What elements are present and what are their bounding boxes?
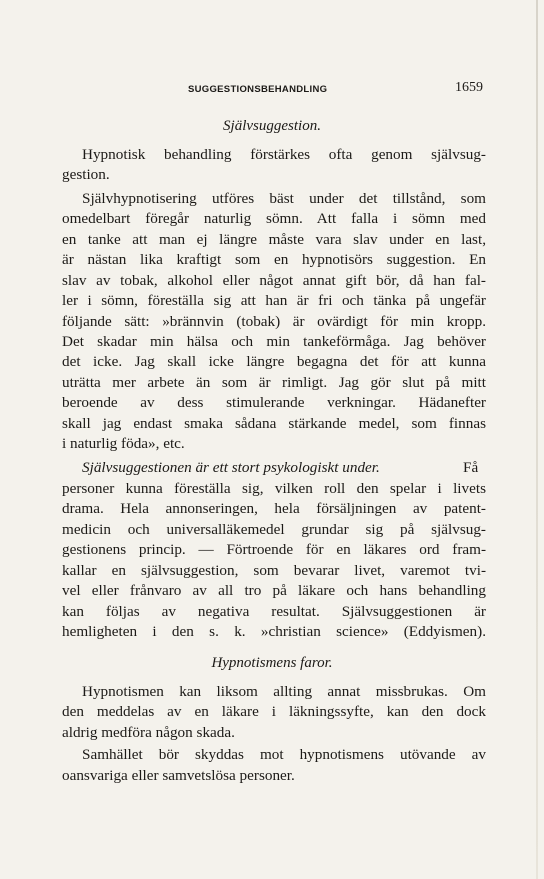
running-head: SUGGESTIONSBEHANDLING <box>188 84 328 95</box>
text-line: gestion. <box>62 166 110 183</box>
text-line: kallar en självsuggestion, som bevarar livet, varemot tvi- <box>62 562 486 579</box>
text-line: Det skadar min hälsa och min tankeförmåga. Jag behöver <box>62 333 486 350</box>
text-line: Hypnotismen kan liksom allting annat missbrukas. Om <box>82 683 486 700</box>
text-line: det icke. Jag skall icke längre begagna det för att kunna <box>62 353 486 370</box>
text-line: vel eller frånvaro av all tro på läkare och hans behandling <box>62 582 486 599</box>
page-number: 1659 <box>455 80 483 95</box>
text-line: hemligheten i den s. k. »christian science» (Eddyismen). <box>62 623 486 640</box>
text-line: Självhypnotisering utföres bäst under det tillstånd, som <box>82 190 486 207</box>
text-line: den meddelas av en läkare i läkningssyfte, kan den dock <box>62 703 486 720</box>
text-line: är nästan lika kraftigt som en hypnotisörs suggestion. En <box>62 251 486 268</box>
text-line: Få <box>463 459 479 476</box>
italic-statement: Självsuggestionen är ett stort psykologiskt under. <box>82 459 380 476</box>
text-line: personer kunna föreställa sig, vilken roll den spelar i livets <box>62 480 486 497</box>
text-line: Hypnotisk behandling förstärkes ofta genom självsug- <box>82 146 486 163</box>
text-line: drama. Hela annonseringen, hela försäljningen av patent- <box>62 500 486 517</box>
text-line: beroende av dess stimulerande verkningar. Hädanefter <box>62 394 486 411</box>
text-line: aldrig medföra någon skada. <box>62 724 235 741</box>
text-line: skall jag endast smaka sådana stärkande medel, som finnas <box>62 415 486 432</box>
text-line: följande sätt: »brännvin (tobak) är ovärdigt för min kropp. <box>62 313 486 330</box>
text-line: omedelbart föregår naturlig sömn. Att falla i sömn med <box>62 210 486 227</box>
text-line: slav av tobak, alkohol eller något annat gift bör, då han fal- <box>62 272 486 289</box>
text-line: kan följas av negativa resultat. Självsuggestionen är <box>62 603 486 620</box>
text-line: i naturlig föda», etc. <box>62 435 185 452</box>
text-line: en tanke att man ej längre måste vara slav under en last, <box>62 231 486 248</box>
text-line: ler i sömn, föreställa sig att han är fri och tänka på ungefär <box>62 292 486 309</box>
text-line: Samhället bör skyddas mot hypnotismens utövande av <box>82 746 486 763</box>
text-line: uträtta mer arbete än som är rimligt. Jag gör slut på mitt <box>62 374 486 391</box>
section-heading-hypnotismens-faror: Hypnotismens faror. <box>211 655 333 671</box>
text-line: oansvariga eller samvetslösa personer. <box>62 767 295 784</box>
section-heading-sjalvsuggestion: Självsuggestion. <box>223 118 321 134</box>
text-line: gestionens princip. — Förtroende för en läkares ord fram- <box>62 541 486 558</box>
text-line: medicin och universalläkemedel grundar sig på självsug- <box>62 521 486 538</box>
